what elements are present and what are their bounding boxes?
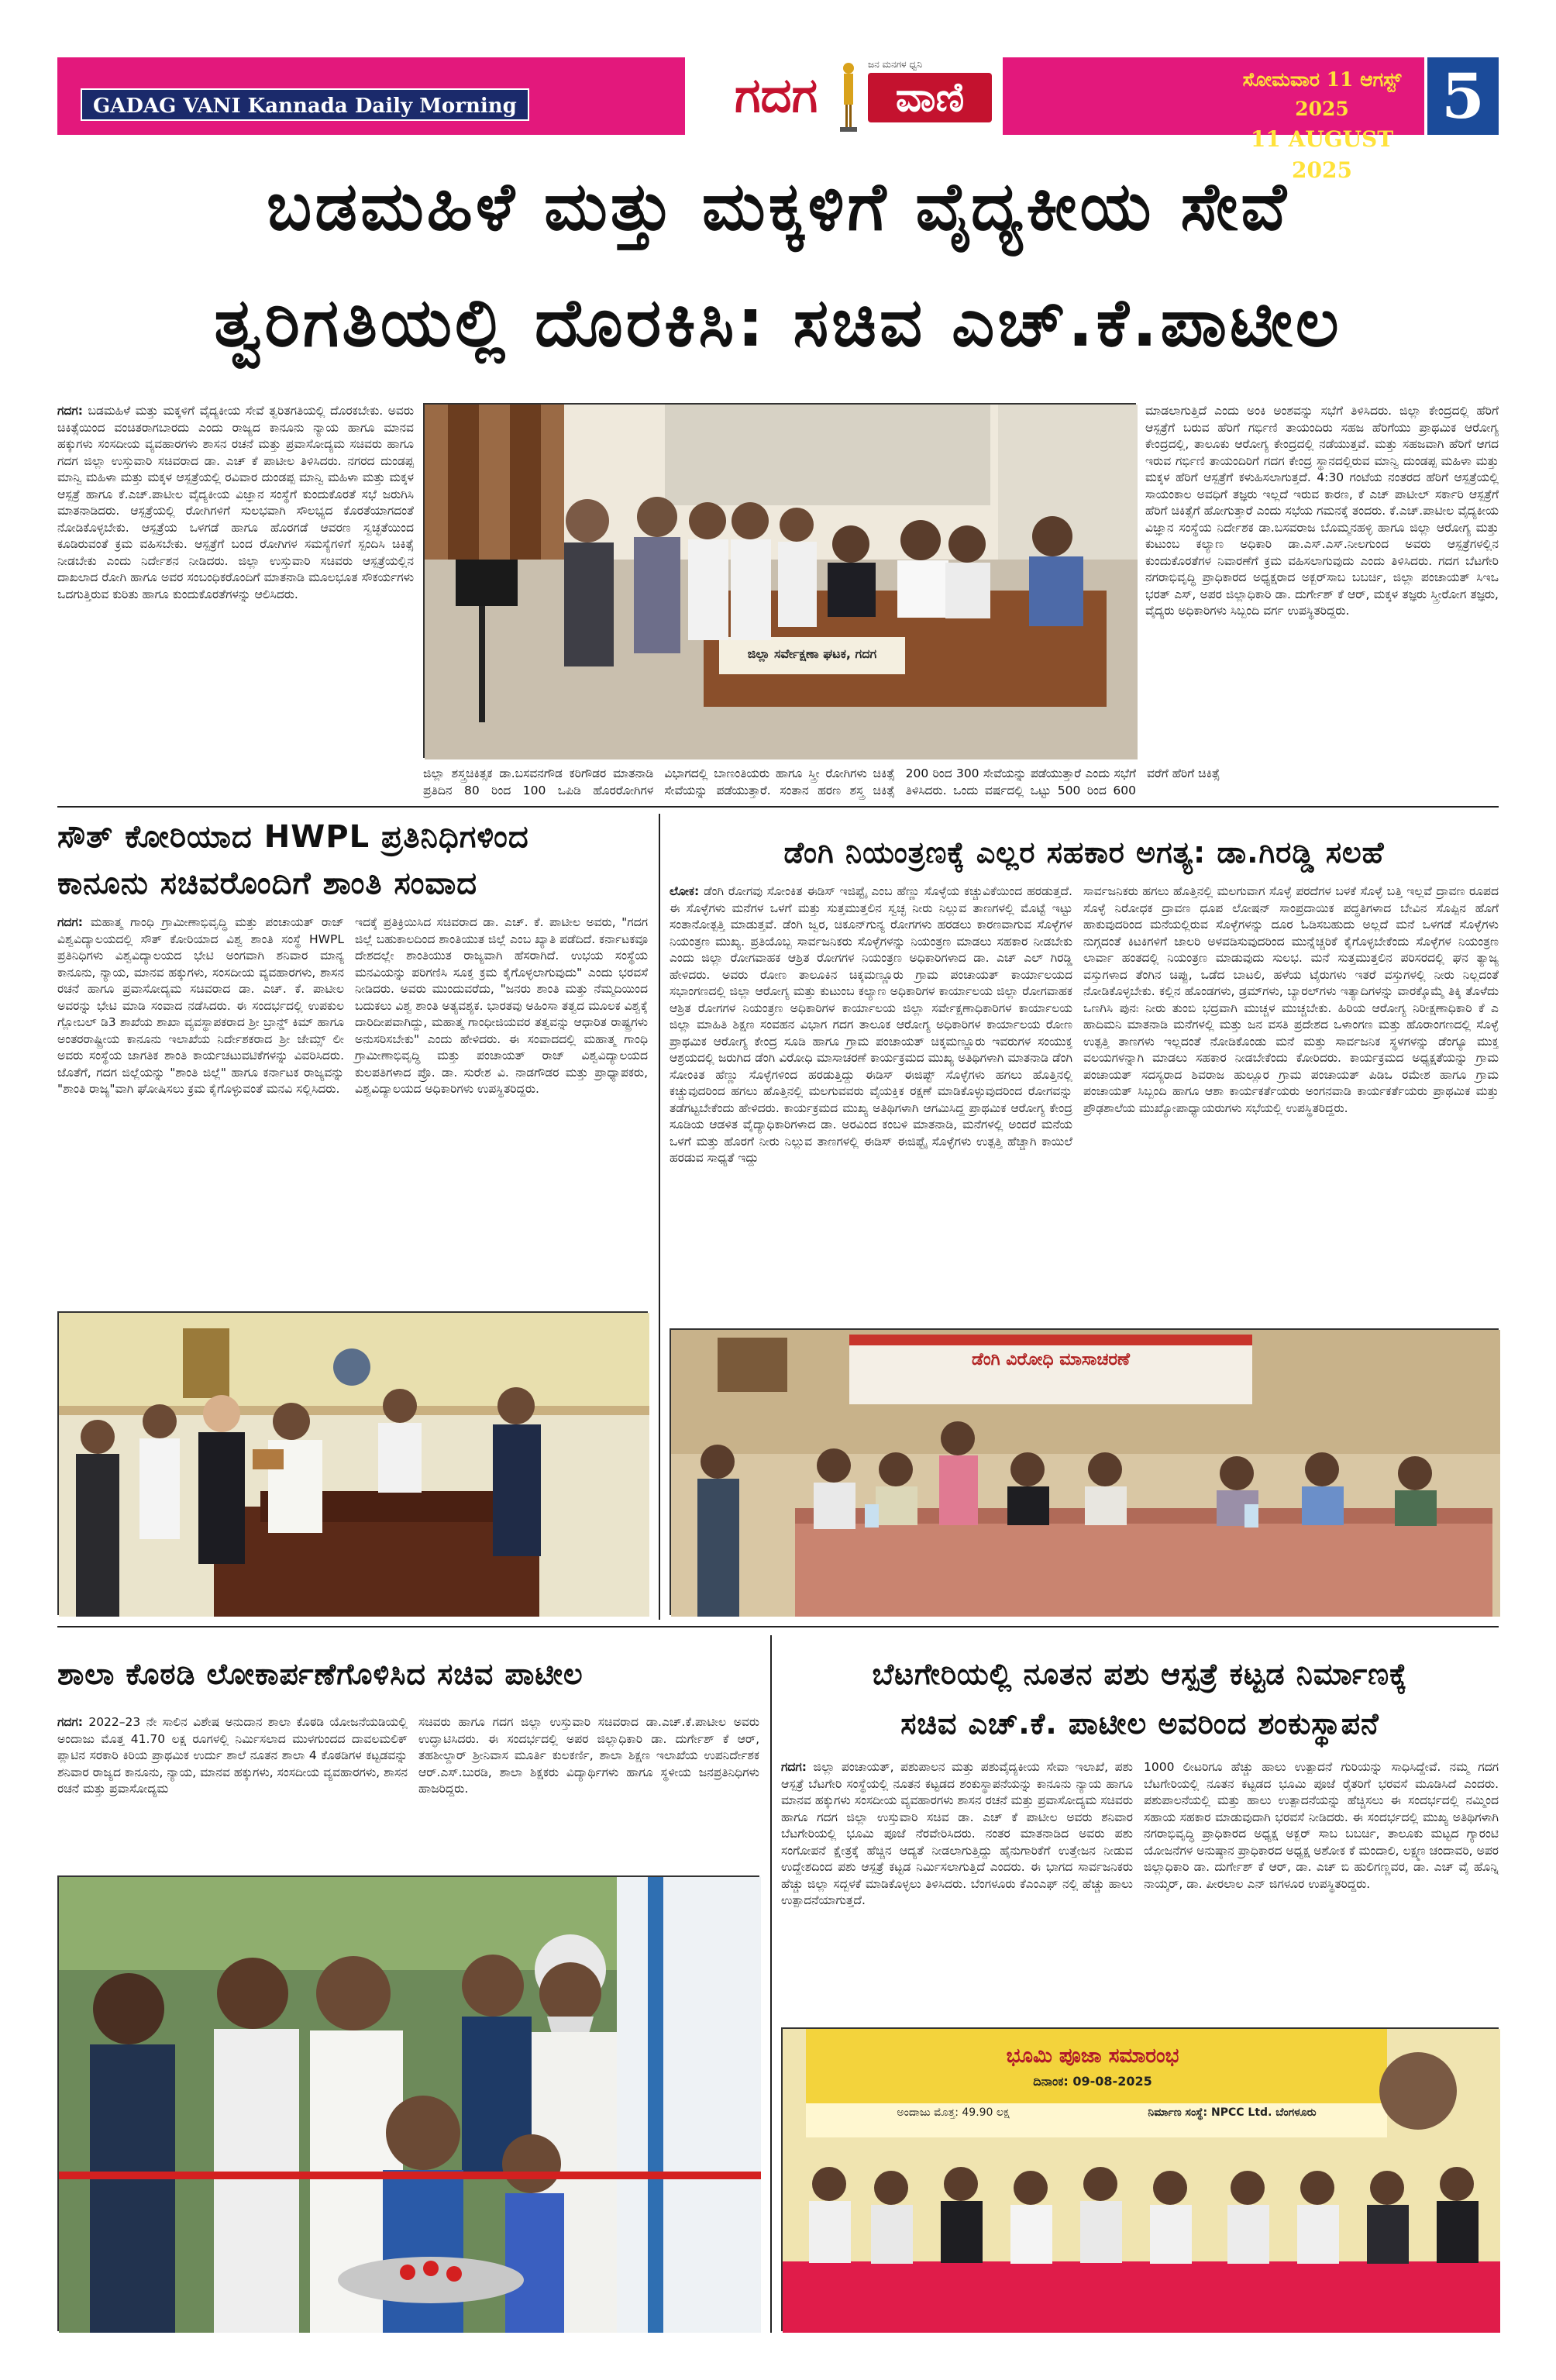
story1-column-3: ಮಾಡಲಾಗುತ್ತಿದೆ ಎಂದು ಅಂಕಿ ಅಂಶವನ್ನು ಸಭೆಗೆ ತಿಳಿಸಿದರು. ಜಿಲ್ಲಾ ಕೇಂದ್ರದಲ್ಲಿ ಹೆರಿಗೆ ಆಸ್ಪತ್ರೆಗೆ ಬರುವ ಹೆರಿಗೆ ಗರ್ಭಿಣಿ ತಾಯಂದಿರು ಸಹಜ ಹೆರಿಗೆಯು ಪ್ರಾಥಮಿಕ ಆರೋಗ್ಯ ಕೇಂದ್ರದಲ್ಲಿ, ತಾಲೂಕು ಆರೋಗ್ಯ ಕೇಂದ್ರದಲ್ಲಿ ನಡೆಯುತ್ತವೆ. ಮತ್ತು ಸಹಜವಾಗಿ ಹೆರಿಗೆ ಆಗದ ಇರುವ ಗರ್ಭಿಣಿ ತಾಯಂದಿರಿಗೆ ಗದಗ ಕೇಂದ್ರ ಸ್ಥಾನದಲ್ಲಿರುವ ಮಾನ್ವಿ ದುಂಡಪ್ಪ ಮಹಿಳಾ ಮತ್ತು ಮಕ್ಕಳ ಹೆರಿಗೆ ಆಸ್ಪತ್ರೆಗೆ ಕಳುಹಿಸಲಾಗುತ್ತದೆ. 4:30 ಗಂಟೆಯ ನಂತರದ ಹೆರಿಗೆ ಆಸ್ಪತ್ರೆಯಲ್ಲಿ ಸಾಯಂಕಾಲ ಅವಧಿಗೆ ತಜ್ಞರು ಇಲ್ಲದೆ ಇರುವ ಕಾರಣ, ಕೆ ಎಚ್ ಪಾಟೀಲ್ ಸರ್ಕಾರಿ ಆಸ್ಪತ್ರೆಗೆ ಹೆರಿಗೆ ಚಿಕಿತ್ಸೆಗೆ ಹೋಗುತ್ತಾರೆ ಎಂದು ಸಭೆಯ ಗಮನಕ್ಕೆ ತಂದರು. ಕೆ.ಎಚ್.ಪಾಟೀಲ ವೈದ್ಯಕೀಯ ವಿಜ್ಞಾನ ಸಂಸ್ಥೆಯ ನಿರ್ದೇಶಕ ಡಾ.ಬಸವರಾಜ ಬೊಮ್ಮನಹಳ್ಳಿ ಹಾಗೂ ಜಿಲ್ಲಾ ಆರೋಗ್ಯ ಮತ್ತು ಕುಟುಂಬ ಕಲ್ಯಾಣ ಅಧಿಕಾರಿ ಡಾ.ಎಸ್.ಎಸ್.ನೀಲಗುಂದ ಅವರು ಆಸ್ಪತ್ರೆಗಳಲ್ಲಿನ ಕುಂದುಕೊರತೆಗಳ ನಿವಾರಣೆಗೆ ಕ್ರಮ ವಹಿಸಲಾಗುವುದು ಎಂದು ತಿಳಿಸಿದರು. ಗದಗ ಬೆಟಗೇರಿ ನಗರಾಭಿವೃದ್ಧಿ ಪ್ರಾಧಿಕಾರದ ಅಧ್ಯಕ್ಷರಾದ ಅಕ್ಬರ್‌ಸಾಬ ಬಬರ್ಚಿ, ಜಿಲ್ಲಾ ಪಂಚಾಯತ್ ಸಿಇಒ ಭರತ್ ಎಸ್, ಅಪರ ಜಿಲ್ಲಾಧಿಕಾರಿ ಡಾ. ದುರ್ಗೇಶ್ ಕೆ ಆರ್, ಮಕ್ಕಳ ತಜ್ಞರು ಸ್ತ್ರೀರೋಗ ತಜ್ಞರು, ವೈದ್ಯರು ಅಧಿಕಾರಿಗಳು ಸಿಬ್ಬಂದಿ ವರ್ಗ ಉಪಸ್ಥಿತರಿದ್ದರು.: [1145, 404, 1499, 618]
story2-column-2: ಇದಕ್ಕೆ ಪ್ರತಿಕ್ರಿಯಿಸಿದ ಸಚಿವರಾದ ಡಾ. ಎಚ್. ಕೆ. ಪಾಟೀಲ ಅವರು, "ಗದಗ ಜಿಲ್ಲೆ ಬಹುಕಾಲದಿಂದ ಶಾಂತಿಯುತ ಜಿಲ್ಲೆ ಎಂಬ ಖ್ಯಾತಿ ಪಡೆದಿದೆ. ಕರ್ನಾಟಕವೂ ದೇಶದಲ್ಲೇ ಶಾಂತಿಯುತ ರಾಜ್ಯವಾಗಿ ಹೆಸರಾಗಿದೆ. ಉಭಯ ಸಂಸ್ಥೆಯ ಮನವಿಯನ್ನು ಪರಿಗಣಿಸಿ ಸೂಕ್ತ ಕ್ರಮ ಕೈಗೊಳ್ಳಲಾಗುವುದು" ಎಂದು ಭರವಸೆ ನೀಡಿದರು. ಅವರು ಮುಂದುವರೆದು, "ಜನರು ಶಾಂತಿ ಮತ್ತು ನೆಮ್ಮದಿಯಿಂದ ಬದುಕಲು ವಿಶ್ವ ಶಾಂತಿ ಅತ್ಯವಶ್ಯಕ. ಭಾರತವು ಅಹಿಂಸಾ ತತ್ವದ ಮೂಲಕ ವಿಶ್ವಕ್ಕೆ ದಾರಿದೀಪವಾಗಿದ್ದು, ಮಹಾತ್ಮ ಗಾಂಧೀಜಿಯವರ ತತ್ವವನ್ನು ಆಧಾರಿತ ರಾಷ್ಟ್ರಗಳು ಅನುಸರಿಸಬೇಕು" ಎಂದು ಹೇಳಿದರು. ಈ ಸಂವಾದದಲ್ಲಿ ಮಹಾತ್ಮ ಗಾಂಧಿ ಗ್ರಾಮೀಣಾಭಿವೃದ್ಧಿ ಮತ್ತು ಪಂಚಾಯತ್ ರಾಜ್ ವಿಶ್ವವಿದ್ಯಾಲಯದ ಕುಲಪತಿಗಳಾದ ಪ್ರೊ. ಡಾ. ಸುರೇಶ ವಿ. ನಾಡಗೌಡರ ಮತ್ತು ಪ್ರಾಧ್ಯಾಪಕರು, ವಿಶ್ವವಿದ್ಯಾಲಯದ ಅಧಿಕಾರಿಗಳು ಉಪಸ್ಥಿತರಿದ್ದರು.: [355, 915, 648, 1096]
story1-body-1: ಬಡಮಹಿಳೆ ಮತ್ತು ಮಕ್ಕಳಿಗೆ ವೈದ್ಯಕೀಯ ಸೇವೆ ತ್ವರಿತಗತಿಯಲ್ಲಿ ದೊರಕಬೇಕು. ಅವರು ಚಿಕಿತ್ಸೆಯಿಂದ ವಂಚಿತರಾಗಬಾರದು ಎಂದು ರಾಜ್ಯದ ಕಾನೂನು ನ್ಯಾಯ ಹಾಗೂ ಮಾನವ ಹಕ್ಕುಗಳು ಸಂಸದೀಯ ವ್ಯವಹಾರಗಳು ಶಾಸನ ರಚನೆ ಮತ್ತು ಪ್ರವಾಸೋದ್ಯಮ ಸಚಿವರು ಹಾಗೂ ಗದಗ ಜಿಲ್ಲಾ ಉಸ್ತುವಾರಿ ಸಚಿವರಾದ ಡಾ. ಎಚ್ ಕೆ ಪಾಟೀಲ ತಿಳಿಸಿದರು. ನಗರದ ದುಂಡಪ್ಪ ಮಾನ್ವಿ ಮಹಿಳಾ ಮತ್ತು ಮಕ್ಕಳ ಆಸ್ಪತ್ರೆಯಲ್ಲಿ ರವಿವಾರ ದುಂಡಪ್ಪ ಮಾನ್ವಿ ಮಹಿಳಾ ಮತ್ತು ಮಕ್ಕಳ ಆಸ್ಪತ್ರೆ ಹಾಗೂ ಕೆ.ಎಚ್.ಪಾಟೀಲ ವೈದ್ಯಕೀಯ ವಿಜ್ಞಾನ ಸಂಸ್ಥೆಗೆ ಕುಂದುಕೊರತೆ ಸಭೆ ಜರುಗಿಸಿ ಮಾತನಾಡಿದರು. ಆಸ್ಪತ್ರೆಯಲ್ಲಿ ರೋಗಿಗಳಿಗೆ ಸುಲಭವಾಗಿ ಸೌಲಭ್ಯದ ಕೊರತೆಯಾಗದಂತೆ ನೋಡಿಕೊಳ್ಳಬೇಕು. ಆಸ್ಪತ್ರೆಯ ಒಳಗಡೆ ಹಾಗೂ ಹೊರಗಡೆ ಆವರಣ ಸ್ವಚ್ಛತೆಯಿಂದ ಕೂಡಿರುವಂತೆ ಕ್ರಮ ವಹಿಸಬೇಕು. ಆಸ್ಪತ್ರೆಗೆ ಬಂದ ರೋಗಿಗಳ ಸಮಸ್ಯೆಗಳಿಗೆ ಸ್ಪಂದಿಸಿ ಚಿಕಿತ್ಸೆ ನೀಡಬೇಕು ಎಂದು ನಿರ್ದೇಶನ ನೀಡಿದರು. ಜಿಲ್ಲಾ ಉಸ್ತುವಾರಿ ಸಚಿವರು ಆಸ್ಪತ್ರೆಯಲ್ಲಿನ ದಾಖಲಾದ ರೋಗಿ ಹಾಗೂ ಅವರ ಸಂಬಂಧಿಕರೊಂದಿಗೆ ಮಾತನಾಡಿ ಮೂಲಭೂತ ಸೌಕರ್ಯಗಳು ಒದಗುತ್ತಿರುವ ಕುರಿತು ಹಾಗೂ ಕುಂದುಕೊರತೆಗಳನ್ನು ಆಲಿಸಿದರು.: [57, 404, 414, 601]
story3-photo: [670, 1328, 1499, 1615]
story2-dateline: ಗದಗ:: [57, 915, 83, 929]
story2-photo: [57, 1311, 648, 1615]
logo-text-right: ವಾಣಿ: [868, 73, 992, 122]
story2-column-1: [57, 914, 344, 1296]
story5-headline-line1: ಬೆಟಗೇರಿಯಲ್ಲಿ ನೂತನ ಪಶು ಆಸ್ಪತ್ರೆ ಕಟ್ಟಡ ನಿರ್ಮಾಣಕ್ಕೆ: [872, 1657, 1408, 1691]
story5-dateline: ಗದಗ:: [781, 1760, 807, 1774]
story3-column-2: ಸಾರ್ವಜನಿಕರು ಹಗಲು ಹೊತ್ತಿನಲ್ಲಿ ಮಲಗುವಾಗ ಸೊಳ್ಳೆ ಪರದೆಗಳ ಬಳಕೆ ಸೊಳ್ಳೆ ಬತ್ತಿ ಇಲ್ಲವೆ ದ್ರಾವಣ ರೂಪದ ಸೊಳ್ಳೆ ನಿರೋಧಕ ದ್ರಾವಣ ಧೂಪ ಲೋಷನ್ ಸಾಂಪ್ರದಾಯಿಕ ಪದ್ಧತಿಗಳಾದ ಬೇವಿನ ಸೊಪ್ಪಿನ ಹೊಗೆ ಹಾಕುವುದರಿಂದ ಮನೆಯಲ್ಲಿರುವ ಸೊಳ್ಳೆಗಳನ್ನು ದೂರ ಓಡಿಸಬಹುದು ಅಲ್ಲದೆ ಮನೆ ಒಳಗಡೆ ಸೊಳ್ಳೆಗಳು ನುಗ್ಗದಂತೆ ಕಿಟಕಿಗಳಿಗೆ ಜಾಲರಿ ಅಳವಡಿಸುವುದರಿಂದ ಮುನ್ನೆಚ್ಚರಿಕೆ ಕೈಗೊಳ್ಳಬೇಕೆಂದು ಸೊಳ್ಳೆಗಳ ನಿಯಂತ್ರಣ ಲಾರ್ವಾ ಹಂತದಲ್ಲಿ ನಿಯಂತ್ರಣ ಮಾಡುವುದು ಸುಲಭ. ಮನೆ ಸುತ್ತಮುತ್ತಲಿನ ಪರಿಸರದಲ್ಲಿ ಘನ ತ್ಯಾಜ್ಯ ವಸ್ತುಗಳಾದ ತೆಂಗಿನ ಚಿಪ್ಪು, ಒಡೆದ ಬಾಟಲಿ, ಹಳೆಯ ಟೈರುಗಳು ಇತರೆ ವಸ್ತುಗಳಲ್ಲಿ ನೀರು ನಿಲ್ಲದಂತೆ ನೋಡಿಕೊಳ್ಳಬೇಕು. ಕಲ್ಲಿನ ಹೊಂಡಗಳು, ಡ್ರಮ್‌ಗಳು, ಬ್ಯಾರಲ್‌ಗಳು ಇತ್ಯಾದಿಗಳನ್ನು ವಾರಕ್ಕೊಮ್ಮೆ ತಿಕ್ಕಿ ತೊಳೆದು ಒಣಗಿಸಿ ಪುನಃ ನೀರು ತುಂಬಿ ಭದ್ರವಾಗಿ ಮುಚ್ಚಳ ಮುಚ್ಚಬೇಕು. ಹಿರಿಯ ಆರೋಗ್ಯ ನಿರೀಕ್ಷಣಾಧಿಕಾರಿ ಕೆ ಎ ಹಾದಿಮನಿ ಮಾತನಾಡಿ ಮನೆಗಳಲ್ಲಿ ಮತ್ತು ಜನ ವಸತಿ ಪ್ರದೇಶದ ಒಳಾಂಗಣ ಮತ್ತು ಹೊರಾಂಗಣದಲ್ಲಿ ಸೊಳ್ಳೆ ಉತ್ಪತ್ತಿ ತಾಣಗಳು ಇಲ್ಲದಂತೆ ನೋಡಿಕೊಂಡು ಮನೆ ಮತ್ತು ಸಾರ್ವಜನಿಕ ಸ್ಥಳಗಳನ್ನು ಡೆಂಗ್ಯೂ ಮುಕ್ತ ವಲಯಗಳನ್ನಾಗಿ ಮಾಡಲು ಸಹಕಾರ ನೀಡಬೇಕೆಂದು ಕೋರಿದರು. ಕಾರ್ಯಕ್ರಮದ ಅಧ್ಯಕ್ಷತೆಯನ್ನು ಗ್ರಾಮ ಪಂಚಾಯತ್ ಸದಸ್ಯರಾದ ಶಿವರಾಜ ಹುಲ್ಲೂರ ಗ್ರಾಮ ಪಂಚಾಯತ್ ಪಿಡಿಒ ರಮೇಶ ಹಾಗೂ ಗ್ರಾಮ ಪಂಚಾಯತ್ ಸಿಬ್ಬಂದಿ ಹಾಗೂ ಆಶಾ ಕಾರ್ಯಕರ್ತೆಯರು ಅಂಗನವಾಡಿ ಕಾರ್ಯಕರ್ತೆಯರು ಪ್ರಾಥಮಿಕ ಮತ್ತು ಪ್ರೌಢಶಾಲೆಯ ಮುಖ್ಯೋಪಾಧ್ಯಾಯರುಗಳು ಸಭೆಯಲ್ಲಿ ಉಪಸ್ಥಿತರಿದ್ದರು.: [1083, 884, 1499, 1115]
statue-icon: [837, 60, 860, 132]
story2-photo-art: [59, 1313, 649, 1617]
story1-headline-line2: ತ್ವರಿಗತಿಯಲ್ಲಿ ದೊರಕಿಸಿ: ಸಚಿವ ಎಚ್.ಕೆ.ಪಾಟೀಲ: [214, 284, 1342, 362]
story1-caption: ಜಿಲ್ಲಾ ಶಸ್ತ್ರಚಿಕಿತ್ಸಕ ಡಾ.ಬಸವನಗೌಡ ಕರಿಗೌಡರ ಮಾತನಾಡಿ ಪ್ರತಿದಿನ 80 ರಿಂದ 100 ಒಪಿಡಿ ಹೊರರೋಗಿಗಳ ವಿಭಾಗದಲ್ಲಿ ಬಾಣಂತಿಯರು ಹಾಗೂ ಸ್ತ್ರೀ ರೋಗಿಗಳು ಚಿಕಿತ್ಸೆ ಸೇವೆಯನ್ನು ಪಡೆಯುತ್ತಾರೆ. ಸಂತಾನ ಹರಣ ಶಸ್ತ್ರ ಚಿಕಿತ್ಸೆ 200 ರಿಂದ 300 ಸೇವೆಯನ್ನು ಪಡೆಯುತ್ತಾರೆ ಎಂದು ಸಭೆಗೆ ತಿಳಿಸಿದರು. ಒಂದು ವರ್ಷದಲ್ಲಿ ಒಟ್ಟು 500 ರಿಂದ 600 ವರೆಗೆ ಹೆರಿಗೆ ಚಿಕಿತ್ಸೆ: [423, 766, 1220, 797]
story2-body-1: ಮಹಾತ್ಮ ಗಾಂಧಿ ಗ್ರಾಮೀಣಾಭಿವೃದ್ಧಿ ಮತ್ತು ಪಂಚಾಯತ್ ರಾಜ್ ವಿಶ್ವವಿದ್ಯಾಲಯದಲ್ಲಿ ಸೌತ್ ಕೋರಿಯಾದ ವಿಶ್ವ ಶಾಂತಿ ಸಂಸ್ಥೆ HWPL ಪ್ರತಿನಿಧಿಗಳು ವಿಶ್ವವಿದ್ಯಾಲಯದ ಭೇಟಿ ಅಂಗವಾಗಿ ಶನಿವಾರ ಮಾನ್ಯ ಕಾನೂನು, ನ್ಯಾಯ, ಮಾನವ ಹಕ್ಕುಗಳು, ಸಂಸದೀಯ ವ್ಯವಹಾರಗಳು, ಶಾಸನ ರಚನೆ ಹಾಗೂ ಪ್ರವಾಸೋದ್ಯಮ ಸಚಿವರಾದ ಡಾ. ಎಚ್. ಕೆ. ಪಾಟೀಲ ಅವರನ್ನು ಭೇಟಿ ಮಾಡಿ ಸಂವಾದ ನಡೆಸಿದರು. ಈ ಸಂದರ್ಭದಲ್ಲಿ ಉಪಕುಲ ಗ್ಲೋಬಲ್ ಡಿ3 ಶಾಖೆಯ ಶಾಖಾ ವ್ಯವಸ್ಥಾಪಕರಾದ ಶ್ರೀ ಬ್ರಾನ್ಡ್ ಕಿಮ್ ಹಾಗೂ ಅಂತರರಾಷ್ಟ್ರೀಯ ಕಾನೂನು ಇಲಾಖೆಯ ನಿರ್ದೇಶಕರಾದ ಶ್ರೀ ಜೇಮ್ಸ್ ಲೀ ಅವರು ಸಂಸ್ಥೆಯ ಜಾಗತಿಕ ಶಾಂತಿ ಕಾರ್ಯಚಟುವಟಿಕೆಗಳನ್ನು ವಿವರಿಸಿದರು. ಜೊತೆಗೆ, ಗದಗ ಜಿಲ್ಲೆಯನ್ನು "ಶಾಂತಿ ಜಿಲ್ಲೆ" ಹಾಗೂ ಕರ್ನಾಟಕ ರಾಜ್ಯವನ್ನು "ಶಾಂತಿ ರಾಜ್ಯ"ವಾಗಿ ಘೋಷಿಸಲು ಕ್ರಮ ಕೈಗೊಳ್ಳುವಂತೆ ಮನವಿ ಸಲ್ಲಿಸಿದರು.: [57, 915, 344, 1096]
story5-column-1: [781, 1759, 1133, 2013]
story5-column-2: 1000 ಲೀಟರಿಗೂ ಹೆಚ್ಚು ಹಾಲು ಉತ್ಪಾದನೆ ಗುರಿಯನ್ನು ಸಾಧಿಸಿದ್ದೇವೆ. ನಮ್ಮ ಗದಗ ಬೆಟಗೇರಿಯಲ್ಲಿ ನೂತನ ಕಟ್ಟಡದ ಭೂಮಿ ಪೂಜೆ ರೈತರಿಗೆ ಭರವಸೆ ಮೂಡಿಸಿದೆ ಎಂದರು. ಪಶುಪಾಲನೆಯಲ್ಲಿ ಮತ್ತು ಹಾಲು ಉತ್ಪಾದನೆಯನ್ನು ಹೆಚ್ಚಿಸಲು ಈ ಸಂದರ್ಭದಲ್ಲಿ ನಮ್ಮಿಂದ ಸಹಾಯ ಸಹಕಾರ ಮಾಡುವುದಾಗಿ ಭರವಸೆ ನೀಡಿದರು. ಈ ಸಂದರ್ಭದಲ್ಲಿ ಮುಖ್ಯ ಅತಿಥಿಗಳಾಗಿ ನಗರಾಭಿವೃದ್ಧಿ ಪ್ರಾಧಿಕಾರದ ಅಧ್ಯಕ್ಷ ಅಕ್ಬರ್ ಸಾಬ ಬಬರ್ಚಿ, ತಾಲೂಕು ಮಟ್ಟದ ಗ್ಯಾರಂಟಿ ಯೋಜನೆಗಳ ಅನುಷ್ಠಾನ ಪ್ರಾಧಿಕಾರದ ಅಧ್ಯಕ್ಷ ಅಶೋಕ ಕೆ ಮಂದಾಲಿ, ಲಕ್ಷ್ಮಣ ಚಂದಾವರಿ, ಅಪರ ಜಿಲ್ಲಾಧಿಕಾರಿ ಡಾ. ದುರ್ಗೇಶ್ ಕೆ ಆರ್, ಡಾ. ಎಚ್ ಬಿ ಹುಲಿಗಣ್ಣವರ, ಡಾ. ಎಚ್ ವೈ ಹೊನ್ನಿ ನಾಯ್ಕರ್, ಡಾ. ಪೀರಲಾಲ ಎನ್ ಜಿಗಳೂರ ಉಪಸ್ಥಿತರಿದ್ದರು.: [1144, 1760, 1499, 1891]
story4-column-1: [57, 1714, 408, 1865]
divider-top: [57, 806, 1499, 808]
divider-middle-vertical: [659, 814, 660, 1620]
logo-subtitle: ಜನ ಮನಗಳ ಧ್ವನಿ: [868, 59, 923, 70]
story1-photo-art: [425, 405, 1138, 759]
story4-headline: ಶಾಲಾ ಕೊಠಡಿ ಲೋಕಾರ್ಪಣೆಗೊಳಿಸಿದ ಸಚಿವ ಪಾಟೀಲ: [57, 1657, 584, 1691]
story3-headline: ಡೆಂಗಿ ನಿಯಂತ್ರಣಕ್ಕೆ ಎಲ್ಲರ ಸಹಕಾರ ಅಗತ್ಯ: ಡಾ.ಗಿರಡ್ಡಿ ಸಲಹೆ: [783, 835, 1385, 870]
story4-body-1: 2022–23 ನೇ ಸಾಲಿನ ವಿಶೇಷ ಅನುದಾನ ಶಾಲಾ ಕೊಠಡಿ ಯೋಜನೆಯಡಿಯಲ್ಲಿ ಅಂದಾಜು ಮೊತ್ತ 41.70 ಲಕ್ಷ ರೂಗಳಲ್ಲಿ ನಿರ್ಮಿಸಲಾದ ಮುಳಗುಂದದ ದಾವಲಮಲಿಕ್ ಪ್ಲಾಟಿನ ಸರಕಾರಿ ಕಿರಿಯ ಪ್ರಾಥಮಿಕ ಉರ್ದು ಶಾಲೆ ನೂತನ ಶಾಲಾ 4 ಕೊಠಡಿಗಳ ಕಟ್ಟಡವನ್ನು ಶನಿವಾರ ರಾಜ್ಯದ ಕಾನೂನು, ನ್ಯಾಯ, ಮಾನವ ಹಕ್ಕುಗಳು, ಸಂಸದೀಯ ವ್ಯವಹಾರಗಳು, ಶಾಸನ ರಚನೆ ಮತ್ತು ಪ್ರವಾಸೋದ್ಯಮ: [57, 1715, 408, 1796]
newspaper-logo: [685, 57, 1003, 135]
divider-bottom: [57, 1626, 1499, 1627]
story4-column-2: ಸಚಿವರು ಹಾಗೂ ಗದಗ ಜಿಲ್ಲಾ ಉಸ್ತುವಾರಿ ಸಚಿವರಾದ ಡಾ.ಎಚ್.ಕೆ.ಪಾಟೀಲ ಅವರು ಉದ್ಘಾಟಿಸಿದರು. ಈ ಸಂದರ್ಭದಲ್ಲಿ ಅಪರ ಜಿಲ್ಲಾಧಿಕಾರಿ ಡಾ. ದುರ್ಗೇಶ್ ಕೆ ಆರ್, ತಹಶೀಲ್ದಾರ್ ಶ್ರೀನಿವಾಸ ಮೂರ್ತಿ ಕುಲಕರ್ಣಿ, ಶಾಲಾ ಶಿಕ್ಷಣ ಇಲಾಖೆಯ ಉಪನಿರ್ದೇಶಕ ಆರ್.ಎಸ್.ಬುರಡಿ, ಶಾಲಾ ಶಿಕ್ಷಕರು ವಿದ್ಯಾರ್ಥಿಗಳು ಹಾಗೂ ಸ್ಥಳೀಯ ಜನಪ್ರತಿನಿಧಿಗಳು ಹಾಜರಿದ್ದರು.: [418, 1715, 759, 1796]
story1-photo: [423, 403, 1136, 758]
date-kannada: ಸೋಮವಾರ 11 ಆಗಸ್ಟ್ 2025: [1242, 68, 1402, 120]
story2-headline-line2: ಕಾನೂನು ಸಚಿವರೊಂದಿಗೆ ಶಾಂತಿ ಸಂವಾದ: [57, 866, 478, 901]
story5-banner-title: ಭೂಮಿ ಪೂಜಾ ಸಮಾರಂಭ: [1006, 2044, 1179, 2068]
story1-column-1: [57, 403, 414, 790]
story5-banner-amount: ಅಂದಾಜು ಮೊತ್ತ: 49.90 ಲಕ್ಷ: [897, 2106, 1010, 2119]
story5-banner-agency: ನಿರ್ಮಾಣ ಸಂಸ್ಥೆ: NPCC Ltd. ಬೆಂಗಳೂರು: [1148, 2106, 1317, 2119]
masthead-right-band: [1003, 57, 1499, 183]
story1-headline-line1: ಬಡಮಹಿಳೆ ಮತ್ತು ಮಕ್ಕಳಿಗೆ ವೈದ್ಯಕೀಯ ಸೇವೆ: [267, 168, 1289, 246]
story2-headline-line1: ಸೌತ್ ಕೋರಿಯಾದ HWPL ಪ್ರತಿನಿಧಿಗಳಿಂದ: [57, 819, 529, 855]
story4-photo: [57, 1875, 759, 2331]
story5-body-1: ಜಿಲ್ಲಾ ಪಂಚಾಯತ್, ಪಶುಪಾಲನ ಮತ್ತು ಪಶುವೈದ್ಯಕೀಯ ಸೇವಾ ಇಲಾಖೆ, ಪಶು ಆಸ್ಪತ್ರೆ ಬೆಟಗೇರಿ ಸಂಸ್ಥೆಯಲ್ಲಿ ನೂತನ ಕಟ್ಟಡದ ಶಂಕುಸ್ಥಾಪನೆಯನ್ನು ಕಾನೂನು ನ್ಯಾಯ ಹಾಗೂ ಮಾನವ ಹಕ್ಕುಗಳು ಸಂಸದೀಯ ವ್ಯವಹಾರಗಳು ಶಾಸನ ರಚನೆ ಮತ್ತು ಪ್ರವಾಸೋದ್ಯಮ ಸಚಿವರು ಹಾಗೂ ಗದಗ ಜಿಲ್ಲಾ ಉಸ್ತುವಾರಿ ಸಚಿವ ಡಾ. ಎಚ್ ಕೆ ಪಾಟೀಲ ಅವರು ಶನಿವಾರ ಬೆಟಗೇರಿಯಲ್ಲಿ ಭೂಮಿ ಪೂಜೆ ನೆರವೇರಿಸಿದರು. ನಂತರ ಮಾತನಾಡಿದ ಅವರು ಪಶು ಸಂಗೋಪನೆ ಕ್ಷೇತ್ರಕ್ಕೆ ಹೆಚ್ಚಿನ ಆದ್ಯತೆ ನೀಡಲಾಗುತ್ತಿದ್ದು ಹೈನುಗಾರಿಕೆಗೆ ಉತ್ತೇಜನ ನೀಡುವ ಉದ್ದೇಶದಿಂದ ಪಶು ಆಸ್ಪತ್ರೆ ಕಟ್ಟಡ ನಿರ್ಮಿಸಲಾಗುತ್ತಿದೆ ಎಂದರು. ಈ ಭಾಗದ ಸಾರ್ವಜನಿಕರು ಹೆಚ್ಚು ಜಿಲ್ಲಾ ಸದ್ಬಳಕೆ ಮಾಡಿಕೊಳ್ಳಲು ತಿಳಿಸಿದರು. ಬೆಂಗಳೂರು ಕೆಎಂಎಫ್ ನಲ್ಲಿ ಹೆಚ್ಚು ಹಾಲು ಉತ್ಪಾದನೆಯಾಗುತ್ತದೆ.: [781, 1760, 1133, 1907]
story3-photo-art: [671, 1330, 1500, 1617]
story5-banner-date: ದಿನಾಂಕ: 09-08-2025: [1033, 2074, 1152, 2089]
divider-bottom-vertical: [770, 1635, 772, 2333]
masthead: [57, 57, 1499, 183]
story5-headline-line2: ಸಚಿವ ಎಚ್.ಕೆ. ಪಾಟೀಲ ಅವರಿಂದ ಶಂಕುಸ್ಥಾಪನೆ: [900, 1707, 1379, 1741]
story1-dateline: ಗದಗ:: [57, 404, 83, 418]
masthead-left-band: [57, 57, 685, 135]
story4-dateline: ಗದಗ:: [57, 1715, 83, 1729]
story3-column-1: [670, 883, 1072, 1296]
story3-dateline: ಲೋಕ:: [670, 884, 700, 898]
story3-body-1: ಡೆಂಗಿ ರೋಗವು ಸೋಂಕಿತ ಈಡಿಸ್ ಇಜಿಪ್ಟೈ ಎಂಬ ಹೆಣ್ಣು ಸೊಳ್ಳೆಯ ಕಚ್ಚುವಿಕೆಯಿಂದ ಹರಡುತ್ತದೆ. ಈ ಸೊಳ್ಳೆಗಳು ಮನೆಗಳ ಒಳಗೆ ಮತ್ತು ಸುತ್ತಮುತ್ತಲಿನ ಸ್ವಚ್ಛ ನೀರು ನಿಲ್ಲುವ ತಾಣಗಳಲ್ಲಿ ಮೊಟ್ಟೆ ಇಟ್ಟು ಸಂತಾನೋತ್ಪತ್ತಿ ಮಾಡುತ್ತವೆ. ಡೆಂಗಿ ಜ್ವರ, ಚಿಕೂನ್‌ಗುನ್ಯ ರೋಗಗಳು ಹರಡಲು ಕಾರಣವಾಗುವ ಸೊಳ್ಳೆಗಳ ನಿಯಂತ್ರಣ ಮುಖ್ಯ. ಪ್ರತಿಯೊಬ್ಬ ಸಾರ್ವಜನಿಕರು ಸೊಳ್ಳೆಗಳನ್ನು ನಿಯಂತ್ರಣ ಮಾಡಲು ಸಹಕಾರ ನೀಡಬೇಕು ಎಂದು ಜಿಲ್ಲಾ ರೋಗವಾಹಕ ಆಶ್ರಿತ ರೋಗಗಳ ನಿಯಂತ್ರಣ ಅಧಿಕಾರಿಗಳಾದ ಡಾ. ಎಚ್ ಎಲ್ ಗಿರಡ್ಡಿ ಹೇಳಿದರು. ಅವರು ರೋಣ ತಾಲೂಕಿನ ಚಿಕ್ಕಮಣ್ಣೂರು ಗ್ರಾಮ ಪಂಚಾಯತ್ ಕಾರ್ಯಾಲಯದ ಸಭಾಂಗಣದಲ್ಲಿ ಜಿಲ್ಲಾ ಆರೋಗ್ಯ ಮತ್ತು ಕುಟುಂಬ ಕಲ್ಯಾಣ ಅಧಿಕಾರಿಗಳ ಕಾರ್ಯಾಲಯ ಜಿಲ್ಲಾ ರೋಗವಾಹಕ ಆಶ್ರಿತ ರೋಗಗಳ ನಿಯಂತ್ರಣ ಅಧಿಕಾರಿಗಳ ಕಾರ್ಯಾಲಯ ಜಿಲ್ಲಾ ಸರ್ವೇಕ್ಷಣಾಧಿಕಾರಿಗಳ ಕಾರ್ಯಾಲಯ ಜಿಲ್ಲಾ ಮಾಹಿತಿ ಶಿಕ್ಷಣ ಸಂವಹನ ವಿಭಾಗ ಗದಗ ತಾಲೂಕ ಆರೋಗ್ಯ ಅಧಿಕಾರಿಗಳ ಕಾರ್ಯಾಲಯ ರೋಣ ಪ್ರಾಥಮಿಕ ಆರೋಗ್ಯ ಕೇಂದ್ರ ಸೂಡಿ ಹಾಗೂ ಗ್ರಾಮ ಪಂಚಾಯತ್ ಚಿಕ್ಕಮಣ್ಣೂರು ಇವರುಗಳ ಸಂಯುಕ್ತ ಆಶ್ರಯದಲ್ಲಿ ಜರುಗಿದ ಡೆಂಗಿ ವಿರೋಧಿ ಮಾಸಾಚರಣೆ ಕಾರ್ಯಕ್ರಮದ ಮುಖ್ಯ ಅತಿಥಿಗಳಾಗಿ ಮಾತನಾಡಿ ಡೆಂಗಿ ಸೋಂಕಿತ ಹೆಣ್ಣು ಸೊಳ್ಳೆಗಳಿಂದ ಹರಡುತ್ತಿದ್ದು ಈಡಿಸ್ ಈಜಿಪ್ಟ್ ಸೊಳ್ಳೆಗಳು ಹಗಲು ಹೊತ್ತಿನಲ್ಲಿ ಕಚ್ಚುವುದರಿಂದ ಹಗಲು ಹೊತ್ತಿನಲ್ಲಿ ಮಲಗುವವರು ವೈಯಕ್ತಿಕ ರಕ್ಷಣೆ ಮಾಡಿಕೊಳ್ಳುವುದರಿಂದ ರೋಗವನ್ನು ತಡೆಗಟ್ಟಬೇಕೆಂದು ಹೇಳಿದರು. ಕಾರ್ಯಕ್ರಮದ ಮುಖ್ಯ ಅತಿಥಿಗಳಾಗಿ ಆಗಮಿಸಿದ್ದ ಪ್ರಾಥಮಿಕ ಆರೋಗ್ಯ ಕೇಂದ್ರ ಸೂಡಿಯ ಆಡಳಿತ ವೈದ್ಯಾಧಿಕಾರಿಗಳಾದ ಡಾ. ಅರವಿಂದ ಕಂಬಳಿ ಮಾತನಾಡಿ, ಮನೆಗಳಲ್ಲಿ ಅಂದರೆ ಮನೆಯ ಒಳಗೆ ಮತ್ತು ಹೊರಗೆ ನೀರು ನಿಲ್ಲುವ ತಾಣಗಳಲ್ಲಿ ಈಡಿಸ್ ಈಜಿಪ್ಟೈ ಸೊಳ್ಳೆಗಳು ಉತ್ಪತ್ತಿ ಹೆಚ್ಚಾಗಿ ಕಾಯಿಲೆ ಹರಡುವ ಸಾಧ್ಯತೆ ಇದ್ದು: [670, 884, 1072, 1165]
page-number: 5: [1424, 57, 1499, 135]
masthead-tagline: GADAG VANI Kannada Daily Morning: [81, 88, 529, 121]
story5-photo: [781, 2027, 1499, 2331]
date-english: 11 AUGUST 2025: [1250, 126, 1394, 183]
story4-photo-art: [59, 1877, 761, 2333]
logo-text-left: ಗದಗ: [735, 67, 818, 123]
story1-photo-banner: ಜಿಲ್ಲಾ ಸರ್ವೇಕ್ಷಣಾ ಘಟಕ, ಗದಗ: [747, 646, 877, 661]
story3-photo-banner: ಡೆಂಗಿ ವಿರೋಧಿ ಮಾಸಾಚರಣೆ: [971, 1350, 1131, 1369]
